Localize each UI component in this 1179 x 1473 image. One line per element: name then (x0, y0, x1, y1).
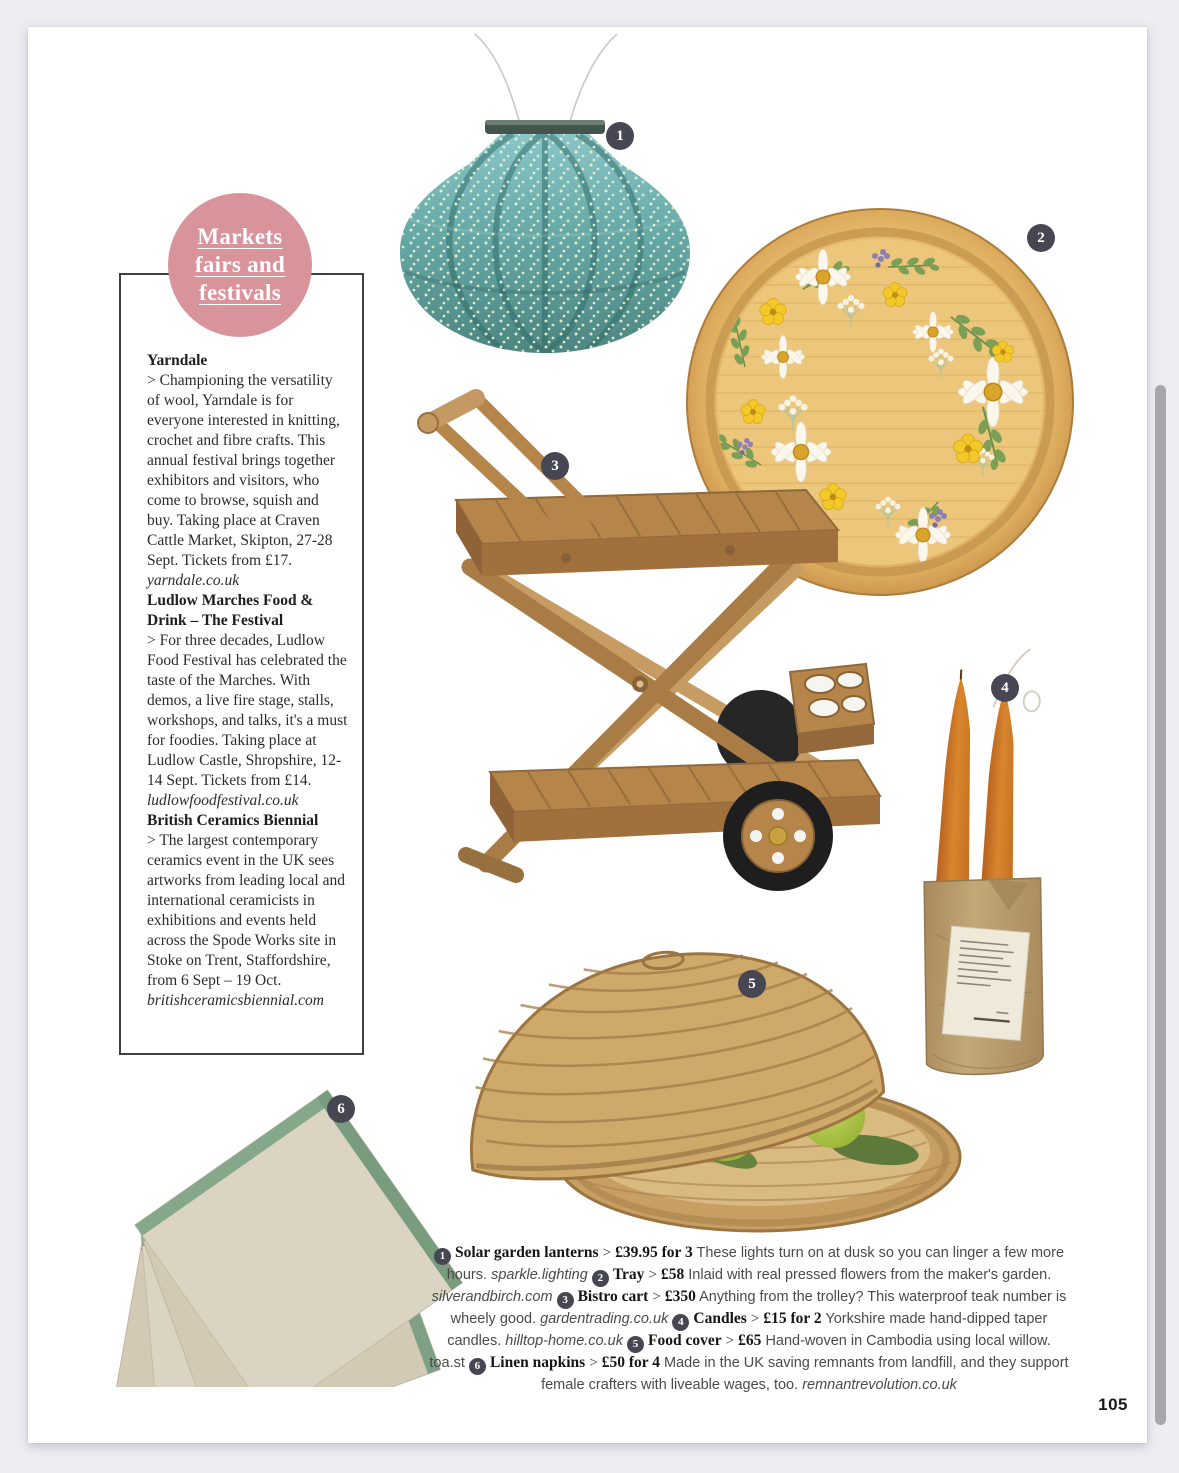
caption-marker-6: 6 (469, 1358, 486, 1375)
caption-description: Inlaid with real pressed flowers from the maker's garden. (688, 1267, 1052, 1283)
caption-separator: > (750, 1311, 760, 1327)
linen-napkins-svg (83, 1067, 463, 1387)
caption-product-name: Food cover (648, 1332, 722, 1349)
caption-link: remnantrevolution.co.uk (802, 1377, 957, 1393)
caption-separator: > (652, 1289, 661, 1305)
section-link: britishceramicsbiennial.com (147, 992, 324, 1009)
product-marker-2: 2 (1027, 224, 1055, 252)
caption-description: These lights turn on at dusk so you can linger a few more hours. (446, 1245, 1065, 1283)
product-caption (429, 1243, 1069, 1396)
caption-separator: > (589, 1355, 598, 1371)
caption-price: £39.95 for 3 (615, 1244, 693, 1261)
section-link: yarndale.co.uk (147, 572, 240, 589)
sidebar-section-ludlow (147, 591, 348, 811)
linen-napkins-image (83, 1067, 463, 1387)
caption-marker-5: 5 (627, 1336, 644, 1353)
events-sidebar (119, 273, 364, 1055)
food-cover-image (423, 912, 973, 1247)
product-marker-5: 5 (738, 970, 766, 998)
section-heading: British Ceramics Biennial (147, 812, 319, 829)
caption-separator: > (648, 1267, 657, 1283)
section-link: ludlowfoodfestival.co.uk (147, 792, 299, 809)
caption-description: Hand-woven in Cambodia using local willow. (765, 1333, 1051, 1349)
caption-description: Anything from the trolley? This waterproof teak number is wheely good. (450, 1289, 1067, 1327)
product-marker-6: 6 (327, 1095, 355, 1123)
caption-product-name: Tray (612, 1266, 645, 1283)
section-badge-line: festivals (199, 280, 281, 305)
product-marker-4: 4 (991, 674, 1019, 702)
caption-marker-3: 3 (557, 1292, 574, 1309)
caption-product-name: Bistro cart (577, 1288, 649, 1305)
product-marker-3: 3 (541, 452, 569, 480)
section-heading: Yarndale (147, 352, 208, 369)
caption-price: £15 for 2 (763, 1310, 822, 1327)
caption-marker-2: 2 (592, 1270, 609, 1287)
sidebar-section-ceramics (147, 811, 348, 1011)
caption-price: £50 for 4 (601, 1354, 660, 1371)
caption-separator: > (725, 1333, 735, 1349)
caption-product-name: Linen napkins (489, 1354, 586, 1371)
caption-link: hilltop-home.co.uk (505, 1333, 623, 1349)
caption-product-name: Solar garden lanterns (455, 1244, 599, 1261)
caption-link: silverandbirch.com (431, 1289, 553, 1305)
section-badge (168, 193, 312, 337)
cart-bottle-holder (790, 664, 874, 754)
section-badge-line: Markets (197, 224, 283, 249)
section-body: > Championing the versatility of wool, Yarndale is for everyone interested in knitting, crochet and fibre crafts. This annual festival brings together exhibitors and visitors, who come to browse, squish and buy. Taking place at Craven Cattle Market, Skipton, 27-28 Sept. Tickets from £17. (147, 372, 340, 569)
section-body: > For three decades, Ludlow Food Festival has celebrated the taste of the Marches. With demos, a live fire stage, stalls, workshops, and talks, it's a must for foodies. Taking place at Ludlow Castle, Shropshire, 12-14 Sept. Tickets from £14. (147, 632, 348, 789)
solar-lantern-image (363, 32, 693, 377)
solar-lantern-svg (363, 32, 693, 377)
caption-item-6 (469, 1355, 1069, 1393)
section-heading: Ludlow Marches Food & Drink – The Festival (147, 592, 314, 629)
caption-marker-1: 1 (434, 1248, 451, 1265)
food-cover-svg (423, 912, 973, 1247)
caption-marker-4: 4 (672, 1314, 689, 1331)
caption-separator: > (602, 1245, 612, 1261)
caption-product-name: Candles (693, 1310, 747, 1327)
product-marker-1: 1 (606, 122, 634, 150)
magazine-page (28, 27, 1147, 1443)
caption-price: £350 (664, 1288, 696, 1305)
bistro-cart-image (378, 372, 908, 912)
cart-front-wheel (723, 781, 833, 891)
section-body: > The largest contemporary ceramics event in the UK sees artworks from leading local and international ceramicists in exhibitions and events held across the Spode Works site in Stoke on Trent, Staffordshire, from 6 Sept – 19 Oct. (147, 832, 345, 989)
bistro-cart-svg (378, 372, 908, 912)
caption-description: Made in the UK saving remnants from landfill, and they support female crafters with liveable wages, too. (541, 1355, 1069, 1393)
scrollbar-thumb[interactable] (1155, 385, 1166, 1425)
caption-price: £58 (660, 1266, 685, 1283)
page-number: 105 (1098, 1395, 1128, 1414)
caption-link: gardentrading.co.uk (540, 1311, 669, 1327)
caption-description: Yorkshire made hand-dipped taper candles. (447, 1311, 1048, 1349)
section-badge-line: fairs and (194, 252, 286, 277)
sidebar-section-yarndale (147, 351, 348, 591)
caption-price: £65 (738, 1332, 762, 1349)
caption-link: toa.st (429, 1355, 465, 1371)
caption-link: sparkle.lighting (491, 1267, 588, 1283)
